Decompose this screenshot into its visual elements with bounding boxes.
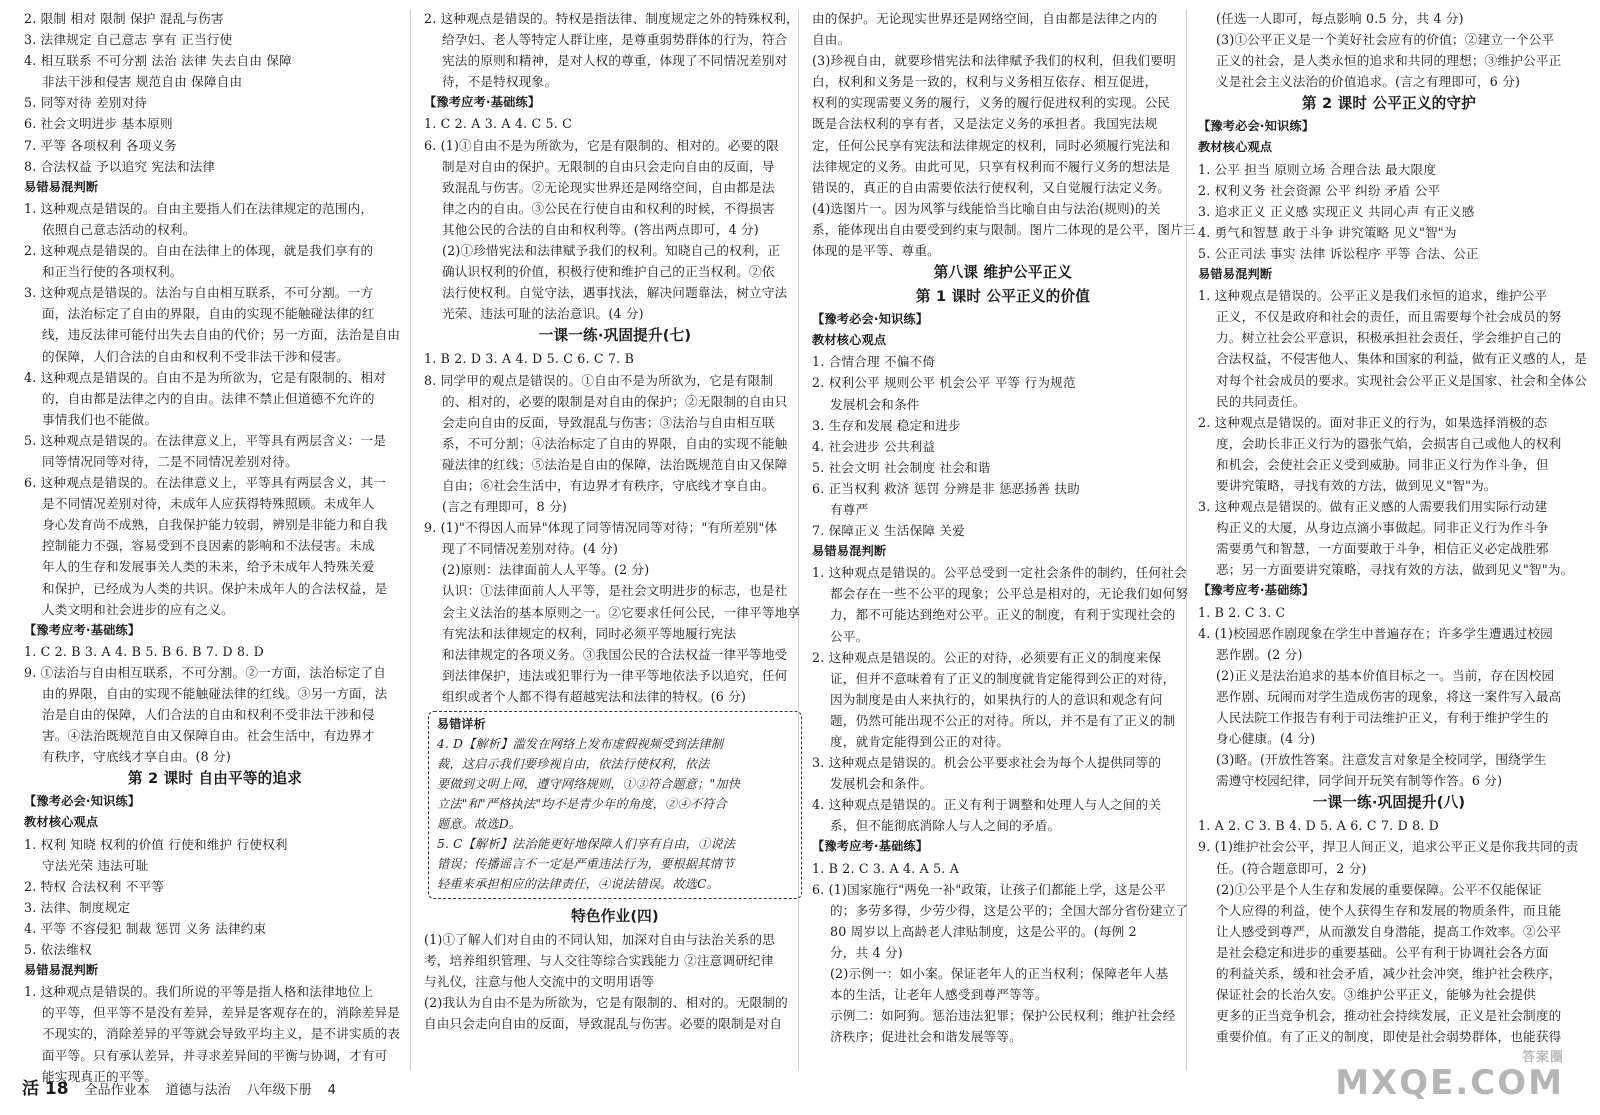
answer-line: 力，都不可能达到绝对公平。正义的制度，有利于实现社会的 xyxy=(830,607,1176,623)
answer-line: 和正当行使的各项权利。 xyxy=(42,264,183,280)
answer-line: 组织或者个人都不得有超越宪法和法律的特权。(6 分) xyxy=(442,688,747,704)
section-label: 易错易混判断 xyxy=(24,179,99,194)
column-4 xyxy=(1198,8,1588,1068)
answer-line: 系，但不能彻底消除人与人之间的矛盾。 xyxy=(830,818,1061,834)
answer-line: 重要价值。有了正义的制度，即使是社会弱势群体，也能获得 xyxy=(1216,1029,1562,1045)
answer-line: 公平。 xyxy=(830,628,869,644)
answer-line: 1. 这种观点是错误的。我们所说的平等是指人格和法律地位上 xyxy=(24,984,374,1000)
section-label: 【豫考必会·知识练】 xyxy=(1198,119,1315,134)
answer-line: 的利益关系，缓和社会矛盾，减少社会冲突，维护社会秩序， xyxy=(1216,966,1562,982)
answer-line: 1. B 2. D 3. A 4. D 5. C 6. C 7. B xyxy=(424,351,635,367)
answer-line: 碰法律的红线；⑤法治是自由的保障，法治既规范自由又保障 xyxy=(442,456,788,472)
answer-line: 8. 同学甲的观点是错误的。①自由不是为所欲为，它是有限制 xyxy=(424,372,774,388)
answer-line: 权利的实现需要义务的履行，义务的履行促进权利的实现。公民 xyxy=(812,95,1171,111)
answer-line: (2)①珍惜宪法和法律赋予我们的权利。知晓自己的权利，正 xyxy=(442,243,781,259)
error-analysis-line: 题意。故选D。 xyxy=(437,817,522,831)
answer-line: (3)①公平正义是一个美好社会应有的价值；②建立一个公平 xyxy=(1216,32,1555,48)
column-1 xyxy=(24,8,406,1084)
answer-line: 法律规定的义务。由此可见，只享有权利而不履行义务的想法是 xyxy=(812,158,1171,174)
section-title: 第八课 维护公平正义 xyxy=(933,264,1073,282)
answer-line: 的、相对的，必要的限制是对自由的保护；②无限制的自由只 xyxy=(442,393,788,409)
answer-line: 需要勇气和智慧，一方面要敢于斗争，相信正义必定战胜邪 xyxy=(1216,541,1549,557)
answer-line: 2. 这种观点是错误的。面对非正义的行为，如果选择消极的态 xyxy=(1198,414,1548,430)
answer-line: 3. 法律规定 自己意志 享有 正当行使 xyxy=(24,32,233,48)
answer-line: 和法律规定的各项义务。③我国公民的合法权益一律平等地受 xyxy=(442,646,788,662)
answer-line: 白，权利和义务是一致的，权利与义务相互依存、相互促进， xyxy=(812,74,1158,90)
answer-line: 会走向自由的反面，导致混乱与伤害；③法治与自由相互联 xyxy=(442,414,775,430)
book-series: 全品作业本 xyxy=(84,1083,150,1098)
error-analysis-line: 4. D【解析】滥发在网络上发布虚假视频受到法律制 xyxy=(437,737,724,751)
section-label: 教材核心观点 xyxy=(812,333,887,348)
answer-line: 不现实的，消除差异的平等就会导致平均主义，是不讲实质的表 xyxy=(42,1026,401,1042)
answer-line: 义是社会主义法治的价值追求。(言之有理即可，6 分) xyxy=(1216,74,1521,90)
column-divider xyxy=(410,10,411,1070)
answer-line: 3. 这种观点是错误的。机会公平要求社会为每个人提供同等的 xyxy=(812,755,1162,771)
answer-line: 3. 这种观点是错误的。法治与自由相互联系，不可分割。一方 xyxy=(24,285,374,301)
error-analysis-title: 易错详析 xyxy=(437,717,486,731)
answer-line: 5. 社会文明 社会制度 社会和谐 xyxy=(812,459,991,475)
error-analysis-line: 轻重来承担相应的法律责任，④说法错误。故选C。 xyxy=(437,877,720,891)
answer-line: 8. 合法权益 予以追究 宪法和法律 xyxy=(24,158,216,174)
answer-line: 2. 这种观点是错误的。公正的对待，必须要有正义的制度来保 xyxy=(812,649,1162,665)
answer-line: 都会存在一些不公平的现象；公平总是相对的，无论我们如何努 xyxy=(830,586,1189,602)
answer-line: (2)我认为自由不是为所欲为，它是有限制的、相对的。无限制的 xyxy=(424,995,788,1011)
answer-line: 1. 这种观点是错误的。公平正义是我们永恒的追求，维护公平 xyxy=(1198,288,1548,304)
error-analysis-line: 5. C【解析】法治能更好地保障人们享有自由，①说法 xyxy=(437,837,736,851)
answer-line: 民的共同责任。 xyxy=(1216,393,1306,409)
answer-line: 2. 这种观点是错误的。自由在法律上的体现，就是我们享有的 xyxy=(24,243,374,259)
answer-line: 同等情况同等对待，二是不同情况差别对待。 xyxy=(42,453,298,469)
answer-line: 宪法的原则和精神，是对人权的尊重，体现了不同情况差别对 xyxy=(442,53,788,69)
answer-line: 正义，不仅是政府和社会的责任，而且需要每个社会成员的努 xyxy=(1216,309,1562,325)
answer-line: 题，仍然可能出现不公正的对待。所以，并不是有了正义的制 xyxy=(830,712,1176,728)
answer-line: 3. 法律、制度规定 xyxy=(24,899,131,915)
watermark-text: 答案圈 xyxy=(1521,1050,1564,1065)
section-title: 第 2 课时 自由平等的追求 xyxy=(127,770,303,788)
answer-line: 其他公民的合法的自由和权利等。(答出两点即可，4 分) xyxy=(442,221,759,237)
answer-line: 1. B 2. C 3. A 4. A 5. A xyxy=(812,860,960,876)
answer-line: (言之有理即可，8 分) xyxy=(442,499,567,515)
answer-line: 合法权益，不侵害他人、集体和国家的利益，做有正义感的人，是 xyxy=(1216,351,1588,367)
answer-line: 自由只会走向自由的反面，导致混乱与伤害。必要的限制是对自 xyxy=(424,1016,783,1032)
error-analysis-line: 裁，这启示我们要珍视自由，依法行使权利，依法 xyxy=(437,757,710,771)
answer-line: 有尊严 xyxy=(830,501,869,517)
answer-line: 光荣、违法可耻的法治意识。(4 分) xyxy=(442,306,644,322)
answer-line: 恶作剧。(2 分) xyxy=(1216,646,1303,662)
section-title: 一课一练·巩固提升(八) xyxy=(1312,794,1466,812)
error-analysis-box xyxy=(428,711,802,899)
answer-line: 济秩序；促进社会和谐发展等等。 xyxy=(830,1029,1022,1045)
answer-line: 2. 这种观点是错误的。特权是指法律、制度规定之外的特殊权利， xyxy=(424,11,799,26)
answer-line: 认识：①法律面前人人平等，是社会文明进步的标志，也是社 xyxy=(442,583,788,599)
answer-line: 正义的社会，是人类永恒的追求和共同的理想；③维护公平正 xyxy=(1216,53,1562,69)
answer-line: 面，法治标定了自由的界限，自由的实现不能触碰法律的红 xyxy=(42,306,375,322)
answer-line: 自由；⑥社会生活中，有边界才有秩序，守底线才享自由。 xyxy=(442,477,775,493)
answer-line: 1. 权利 知晓 权利的价值 行使和维护 行使权利 xyxy=(24,836,288,852)
answer-line: 定，任何公民享有宪法和法律规定的权利，同时必须履行宪法和 xyxy=(812,137,1171,153)
answer-line: 1. B 2. C 3. C xyxy=(1198,604,1286,620)
answer-line: 3. 这种观点是错误的。做有正义感的人需要我们用实际行动建 xyxy=(1198,499,1548,515)
book-subject: 道德与法治 xyxy=(165,1083,231,1098)
book-grade: 八年级下册 xyxy=(246,1083,312,1098)
section-title: 一课一练·巩固提升(七) xyxy=(538,327,692,345)
answer-line: 恶；另一方面要讲究策略，寻找有效的方法，做到见义"智"为。 xyxy=(1216,562,1574,578)
answer-line: 构正义的大厦，从身边点滴小事做起。同非正义行为作斗争 xyxy=(1216,520,1549,536)
answer-line: 的保障，人们合法的自由和权利不受非法干涉和侵害。 xyxy=(42,348,350,364)
answer-line: 待，不是特权现象。 xyxy=(442,74,558,90)
answer-line: 1. 合情合理 不偏不倚 xyxy=(812,354,936,370)
section-label: 【豫考应考·基础练】 xyxy=(424,95,541,110)
answer-line: 线，违反法律可能付出失去自由的代价；另一方面，法治是自由 xyxy=(42,327,401,343)
answer-line: 的，自由都是法律之内的自由。法律不禁止但道德不允许的 xyxy=(42,390,375,406)
answer-line: 能实现真正的平等。 xyxy=(42,1068,158,1084)
section-label: 易错易混判断 xyxy=(24,963,99,978)
answer-line: 依照自己意志活动的权利。 xyxy=(42,221,196,237)
answer-line: 4. 这种观点是错误的。正义有利于调整和处理人与人之间的关 xyxy=(812,797,1162,813)
section-label: 教材核心观点 xyxy=(24,815,99,830)
answer-line: 度，就肯定能得到公正的对待。 xyxy=(830,734,1010,749)
answer-line: 1. C 2. A 3. A 4. C 5. C xyxy=(424,116,573,132)
answer-line: 年人的生存和发展事关人类的未来，给予未成年人特殊关爱 xyxy=(42,559,375,575)
answer-line: 体现的是平等、尊重。 xyxy=(812,243,940,259)
answer-line: 确认识权利的价值，积极行使和维护自己的正当权利。②依 xyxy=(442,264,775,280)
answer-line: 2. 权利义务 社会资源 公平 纠纷 矛盾 公平 xyxy=(1198,182,1441,198)
answer-line: 任。(符合题意即可，2 分) xyxy=(1216,860,1367,876)
answer-line: 致混乱与伤害。②无论现实世界还是网络空间，自由都是法 xyxy=(442,179,775,195)
answer-line: 要讲究策略，寻找有效的方法，做到见义"智"为。 xyxy=(1216,477,1497,493)
answer-line: 现了不同情况差别对待。(4 分) xyxy=(442,541,619,557)
answer-line: 既是合法权利的享有者，又是法定义务的承担者。我国宪法规 xyxy=(812,116,1158,132)
section-label: 【豫考应考·基础练】 xyxy=(1198,583,1315,598)
answer-line: 面平等。只有承认差异，并寻求差异间的平衡与协调，才有可 xyxy=(42,1047,388,1063)
answer-line: 80 周岁以上高龄老人津贴制度，这是公平的。(每例 2 xyxy=(830,923,1137,939)
answer-line: 4. 勇气和智慧 敢于斗争 讲究策略 见义"智"为 xyxy=(1198,224,1457,240)
section-label: 【豫考必会·知识练】 xyxy=(24,794,141,809)
answer-line: (2)正义是法治追求的基本价值目标之一。当前，存在因校园 xyxy=(1216,667,1555,683)
section-label: 易错易混判断 xyxy=(1198,267,1273,282)
section-title: 第 1 课时 公平正义的价值 xyxy=(915,288,1091,306)
error-analysis-line: 立法"和"严格执法"均不是青少年的角度，②④不符合 xyxy=(437,797,727,811)
answer-line: 错误的，真正的自由需要依法行使权利，又自觉履行法定义务。 xyxy=(812,179,1171,195)
answer-line: 1. A 2. C 3. B 4. D 5. A 6. C 7. D 8. D xyxy=(1198,818,1439,834)
section-label: 教材核心观点 xyxy=(1198,140,1273,155)
answer-line: (1)①了解人们对自由的不同认知，加深对自由与法治关系的思 xyxy=(424,932,776,947)
answer-line: 1. C 2. B 3. A 4. B 5. B 6. B 7. D 8. D xyxy=(24,643,264,659)
section-label: 易错易混判断 xyxy=(812,544,887,559)
answer-line: 保证社会的长治久安。③维护公平正义，能够为社会提供 xyxy=(1216,987,1536,1003)
answer-line: 律之内的自由。③公民在行使自由和权利的时候，不得损害 xyxy=(442,200,775,216)
answer-line: 4. 社会进步 公共利益 xyxy=(812,438,936,454)
answer-line: 2. 权利公平 规则公平 机会公平 平等 行为规范 xyxy=(812,375,1076,391)
answer-line: 5. 公正司法 事实 法律 诉讼程序 平等 合法、公正 xyxy=(1198,245,1479,261)
answer-line: 事情我们也不能做。 xyxy=(42,411,158,427)
answer-line: 更多的正当竞争机会，推动社会持续发展，正义是社会制度的 xyxy=(1216,1008,1562,1024)
answer-line: 2. 特权 合法权利 不平等 xyxy=(24,878,165,894)
answer-line: 6. 正当权利 救济 惩罚 分辨是非 惩恶扬善 扶助 xyxy=(812,480,1080,496)
answer-line: 3. 生存和发展 稳定和进步 xyxy=(812,417,961,433)
answer-line: 的；多劳多得，少劳少得，这是公平的；全国大部分省份建立了 xyxy=(830,902,1189,918)
answer-line: 有秩序，守底线才享自由。(8 分) xyxy=(42,749,231,765)
answer-line: (2)原则：法律面前人人平等。(2 分) xyxy=(442,562,650,578)
answer-line: 7. 保障正义 生活保障 关爱 xyxy=(812,523,965,539)
answer-line: 与礼仪，注意与他人交流中的文明用语等 xyxy=(424,974,655,990)
answer-line: 非法干涉和侵害 规范自由 保障自由 xyxy=(42,74,243,90)
answer-line: 恶作剧、玩闹而对学生造成伤害的现象，将这一案件写入最高 xyxy=(1216,688,1562,704)
answer-line: 和保护，已经成为人类的共识。保护未成年人的合法权益，是 xyxy=(42,580,388,596)
answer-line: 4. 相互联系 不可分割 法治 法律 失去自由 保障 xyxy=(24,53,292,69)
answer-line: 5. 同等对待 差别对待 xyxy=(24,95,148,111)
section-title: 第 2 课时 公平正义的守护 xyxy=(1301,95,1477,113)
answer-line: 人民法院工作报告有利于司法维护正义，有利于维护学生的 xyxy=(1216,710,1549,725)
volume-number: 4 xyxy=(327,1083,336,1098)
answer-line: 4. 平等 不容侵犯 制裁 惩罚 义务 法律约束 xyxy=(24,920,267,936)
section-label: 【豫考应考·基础练】 xyxy=(812,839,929,854)
answer-line: 示例二：如阿狗。惩治违法犯罪；保护公民权利；维护社会经 xyxy=(830,1008,1176,1024)
answer-line: (任选一人即可，每点影响 0.5 分，共 4 分) xyxy=(1216,11,1464,26)
answer-line: (3)珍视自由，就要珍惜宪法和法律赋予我们的权利，但我们要明 xyxy=(812,53,1176,69)
site-watermark xyxy=(1335,1046,1564,1101)
answer-line: 度，会助长非正义行为的嚣张气焰，会损害自己或他人的权利 xyxy=(1216,435,1562,451)
answer-line: 发展机会和条件。 xyxy=(830,776,933,792)
answer-line: (4)选图片一。因为风筝与线能恰当比喻自由与法治(规则)的关 xyxy=(812,200,1161,216)
answer-line: 给孕妇、老人等特定人群让座，是尊重弱势群体的行为，符合 xyxy=(442,32,788,48)
answer-line: 是不同情况差别对待，未成年人应获得特殊照顾。未成年人 xyxy=(42,496,375,512)
answer-line: 6. 这种观点是错误的。在法律意义上，平等具有两层含义，其一 xyxy=(24,475,387,491)
answer-line: 5. 这种观点是错误的。在法律意义上，平等具有两层含义：一是 xyxy=(24,432,387,448)
answer-line: 害。④法治既规范自由又保障自由。社会生活中，有边界才 xyxy=(42,728,375,744)
error-analysis-line: 错误；传播谣言不一定是严重违法行为，要根据其情节 xyxy=(437,857,735,871)
section-label: 【豫考必会·知识练】 xyxy=(812,312,929,327)
answer-line: 治是自由的保障，人们合法的自由和权利不受非法干涉和侵 xyxy=(42,707,375,723)
answer-line: 系，能体现出自由要受到约束与限制。图片二体现的是公平，图片三 xyxy=(812,221,1196,237)
answer-line: 人类文明和社会进步的应有之义。 xyxy=(42,601,234,617)
answer-line: 发展机会和条件 xyxy=(830,396,920,412)
answer-line: 分，共 4 分) xyxy=(830,944,903,960)
answer-line: 1. 这种观点是错误的。公平总受到一定社会条件的制约，任何社会 xyxy=(812,565,1187,581)
answer-line: 力。树立社会公平意识，积极承担社会责任，学会维护自己的 xyxy=(1216,330,1562,346)
answer-line: 4. 这种观点是错误的。自由不是为所欲为，它是有限制的、相对 xyxy=(24,369,387,385)
answer-line: 因为制度是由人来执行的，如果执行的人的意识和观念有问 xyxy=(830,691,1163,707)
answer-line: 有宪法和法律规定的权利，同时必须平等地履行宪法 xyxy=(442,625,737,641)
answer-line: 1. 公平 担当 原则立场 合理合法 最大限度 xyxy=(1198,161,1437,177)
page-footer xyxy=(22,1074,336,1099)
answer-line: 6. (1)①自由不是为所欲为，它是有限制的、相对的。必要的限 xyxy=(424,137,779,153)
answer-line: 会主义法治的基本原则之一。②它要求任何公民，一律平等地享 xyxy=(442,604,801,620)
answer-line: 9. ①法治与自由相互联系，不可分割。②一方面，法治标定了自 xyxy=(24,664,387,680)
answer-line: 6. (1)国家施行"两免一补"政策，让孩子们都能上学，这是公平 xyxy=(812,881,1167,897)
answer-line: 和机会，会使社会正义受到威胁。同非正义行为作斗争，但 xyxy=(1216,456,1549,472)
answer-line: 身心健康。(4 分) xyxy=(1216,731,1316,747)
answer-line: 9. (1)"不得因人而异"体现了同等情况同等对待；"有所差别"体 xyxy=(424,520,778,536)
column-3 xyxy=(812,8,1194,1068)
answer-line: (2)示例一：如小案。保证老年人的正当权利；保障老年人基 xyxy=(830,966,1169,982)
answer-line: 由的界限，自由的实现不能触碰法律的红线。③另一方面，法 xyxy=(42,686,388,701)
section-title: 特色作业(四) xyxy=(571,908,659,925)
section-label: 【豫考应考·基础练】 xyxy=(24,622,141,637)
column-2 xyxy=(424,8,806,1068)
answer-line: 1. 这种观点是错误的。自由主要指人们在法律规定的范围内， xyxy=(24,200,374,216)
answer-line: 3. 追求正义 正义感 实现正义 共同心声 有正义感 xyxy=(1198,203,1475,219)
answer-line: 身心发育尚不成熟，自我保护能力较弱，辨别是非能力和自我 xyxy=(42,517,388,533)
answer-line: 法行使权利。自觉守法，遇事找法，解决问题靠法，树立守法 xyxy=(442,285,788,301)
page-number: 活 18 xyxy=(22,1079,69,1099)
answer-line: 由的保护。无论现实世界还是网络空间，自由都是法律之内的 xyxy=(812,11,1158,26)
answer-line: 自由。 xyxy=(812,32,851,48)
answer-line: 需遵守校园纪律，同学间开玩笑有制等作答。6 分) xyxy=(1216,773,1503,789)
answer-line: 系，不可分割；④法治标定了自由的界限，自由的实现不能触 xyxy=(442,435,788,451)
answer-line: 5. 依法维权 xyxy=(24,942,92,958)
answer-line: (3)略。(开放性答案。注意发言对象是全校同学，围绕学生 xyxy=(1216,752,1547,768)
answer-line: 到法律保护，违法或犯罪行为一律平等地依法予以追究，任何 xyxy=(442,667,788,683)
answer-line: (2)①公平是个人生存和发展的重要保障。公平不仅能保证 xyxy=(1216,881,1542,897)
answer-line: 个人应得的利益，使个人获得生存和发展的物质条件，而且能 xyxy=(1216,902,1562,918)
answer-line: 4. (1)校园恶作剧现象在学生中普遍存在；许多学生遭遇过校园 xyxy=(1198,625,1553,641)
answer-line: 对每个社会成员的要求。实现社会公平正义是国家、社会和全体公 xyxy=(1216,372,1588,388)
answer-line: 考，培养组织管理、与人交往等综合实践能力 ②注意调研纪律 xyxy=(424,953,774,969)
watermark-domain: MXQE.COM xyxy=(1335,1063,1564,1103)
answer-line: 制是对自由的保护。无限制的自由只会走向自由的反面，导 xyxy=(442,158,775,174)
answer-line: 让人感受到尊严，从而激发自身潜能，提高工作效率。②公平 xyxy=(1216,923,1562,939)
answer-line: 的平等，但平等不是没有差异，差异是客观存在的，消除差异是 xyxy=(42,1005,401,1021)
answer-line: 本的生活，让老年人感受到尊严等等。 xyxy=(830,987,1048,1003)
error-analysis-line: 要做到文明上网，遵守网络规则，①③符合题意；"加快 xyxy=(437,777,741,791)
answer-line: 守法光荣 违法可耻 xyxy=(42,857,149,873)
answer-line: 控制能力不强，容易受到不良因素的影响和不法侵害。未成 xyxy=(42,538,375,554)
answer-line: 2. 限制 相对 限制 保护 混乱与伤害 xyxy=(24,11,224,26)
answer-line: 7. 平等 各项权利 各项义务 xyxy=(24,137,177,153)
answer-line: 是社会稳定和进步的重要基础。公平有利于协调社会各方面 xyxy=(1216,944,1549,960)
answer-line: 6. 社会文明进步 基本原则 xyxy=(24,116,173,132)
answer-line: 9. (1)维护社会公平，捍卫人间正义，追求公平正义是你我共同的责 xyxy=(1198,839,1579,855)
answer-line: 证，但并不意味着有了正义的制度就肯定能得到公正的对待， xyxy=(830,670,1176,686)
